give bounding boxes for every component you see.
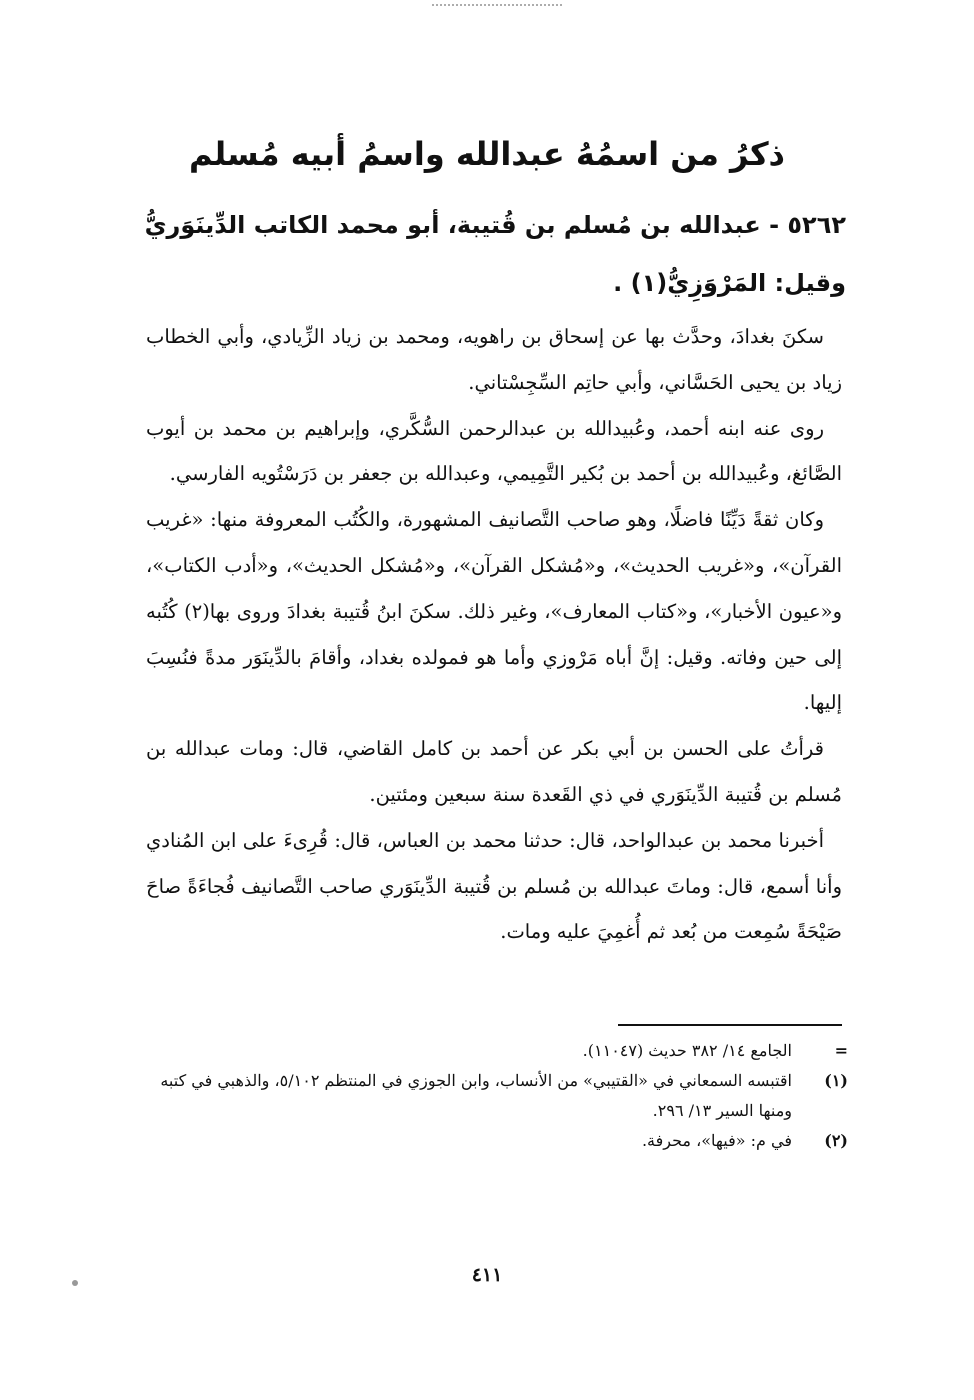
- paragraph-narrators: روى عنه ابنه أحمد، وعُبيدالله بن عبدالرحمن السُّكَّري، وإبراهيم بن محمد بن أيوب الصَّائغ، وعُبيدالله بن أحمد بن بُكير التَّمِيمي، وعبدالله بن جعفر بن دَرَسْتُويه الفارسي.: [146, 416, 842, 486]
- paragraph-residence: سكنَ بغدادَ، وحدَّث بها عن إسحاق بن راهويه، ومحمد بن زياد الزِّيادي، وأبي الخطاب زياد بن يحيى الحَسَّاني، وأبي حاتِم السِّجِسْتاني.: [146, 325, 842, 394]
- footnote-mark: (٢): [824, 1131, 848, 1150]
- entry-heading: [140, 196, 846, 312]
- paragraph-death-report-1: قرأتُ على الحسن بن أبي بكر عن أحمد بن كامل القاضي، قال: ومات عبدالله بن مُسلم بن قُتيبة الدِّينَوَري في ذي القَعدة سنة سبعين ومئتين.: [146, 737, 842, 806]
- entry-body: [146, 314, 842, 955]
- section-title: ذكرُ من اسمُهُ عبدالله واسمُ أبيه مُسلم: [189, 135, 785, 173]
- footnote-item: [150, 1126, 848, 1156]
- paragraph-death-report-2: أخبرنا محمد بن عبدالواحد، قال: حدثنا محمد بن العباس، قال: قُرِىءَ على ابن المُنادي وأنا أسمع، قال: وماتَ عبدالله بن مُسلم بن قُتيبة الدِّينَوَري صاحب التَّصانيف فُجاءَةً صاحَ صَيْحَةً سُمِعت من بُعد ثم أُغمِيَ عليه ومات.: [146, 828, 842, 944]
- paragraph-works: وكان ثقةً دَيِّنًا فاضلًا، وهو صاحب التَّصانيف المشهورة، والكُتُب المعروفة منها: «غريب القرآن»، و«غريب الحديث»، و«مُشكل القرآن»، و«مُشكل الحديث»، و«أدب الكتاب»، و«عيون الأخبار»، و«كتاب المعارف»، وغير ذلك. سكنَ ابنُ قُتيبة بغدادَ وروى بها(٢) كُتُبه إلى حين وفاته. وقيل: إنَّ أباه مَرْوزي وأما هو فمولده بغداد، وأقامَ بالدِّينَوَر مدةً فنُسِبَ إليها.: [146, 508, 842, 715]
- top-scan-mark: [432, 4, 562, 9]
- footnote-mark: =: [834, 1041, 848, 1060]
- entry-heading-line-2: وقيل: المَرْوَزِيُّ(١) .: [613, 269, 846, 297]
- footnote-item: [150, 1066, 848, 1126]
- footnote-text: الجامع ١٤/ ٣٨٢ حديث (١١٠٤٧).: [582, 1041, 792, 1060]
- footnote-mark: (١): [824, 1071, 848, 1090]
- margin-speck: [72, 1280, 78, 1286]
- footnote-text: اقتبسه السمعاني في «القتيبي» من الأنساب، وابن الجوزي في المنتظم ٥/١٠٢، والذهبي في كتبه ومنها السير ١٣/ ٢٩٦.: [160, 1071, 792, 1120]
- page-number: ٤١١: [471, 1264, 503, 1286]
- footnote-item: [150, 1036, 848, 1066]
- entry-heading-line-1: ٥٢٦٢ - عبدالله بن مُسلم بن قُتيبة، أبو محمد الكاتب الدِّينَوَريُّ: [144, 211, 846, 239]
- footnotes: [150, 1036, 848, 1156]
- footnote-divider: [618, 1024, 842, 1026]
- footnote-text: في م: «فيها»، محرفة.: [641, 1131, 792, 1150]
